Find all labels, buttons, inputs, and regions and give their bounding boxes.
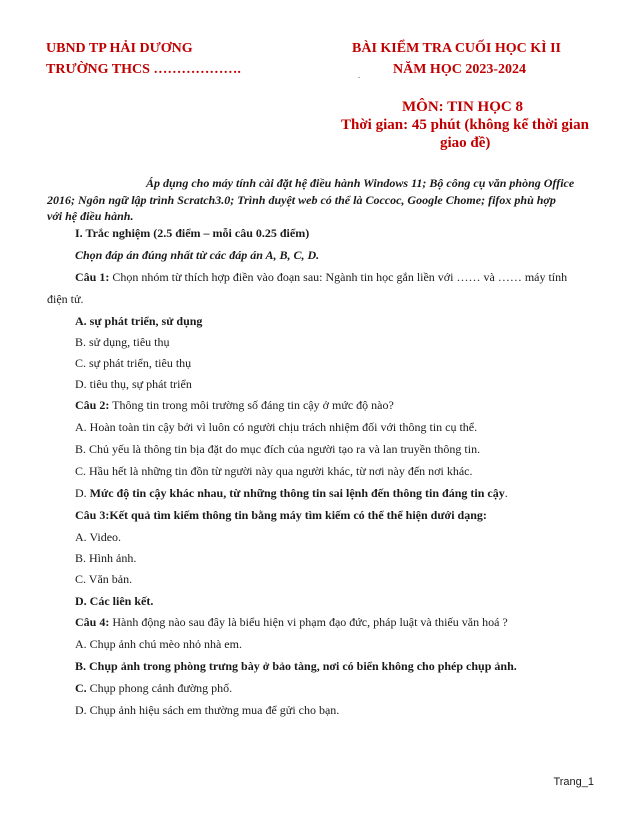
- question-2: [75, 398, 394, 413]
- q3-option-b: B. Hình ảnh.: [75, 551, 137, 565]
- option-letter: D.: [75, 486, 87, 500]
- intro-line3: với hệ điều hành.: [47, 209, 134, 223]
- q3-option-d: D. Các liên kết.: [75, 594, 154, 608]
- section-instruction: Chọn đáp án đúng nhất từ các đáp án A, B, C, D.: [75, 248, 320, 262]
- q2-option-c: C. Hầu hết là những tin đồn từ người này qua người khác, từ nơi này đến nơi khác.: [75, 464, 473, 478]
- q1-option-c: C. sự phát triển, tiêu thụ: [75, 356, 192, 370]
- question-label: Câu 3:: [75, 508, 110, 522]
- header-subject: MÔN: TIN HỌC 8: [402, 99, 523, 115]
- intro-line1: Áp dụng cho máy tính cài đặt hệ điều hành Windows 11; Bộ công cụ văn phòng Office: [146, 176, 575, 190]
- q4-option-c: [75, 681, 232, 696]
- question-label: Câu 2:: [75, 398, 110, 412]
- q2-option-a: A. Hoàn toàn tin cậy bởi vì luôn có người chịu trách nhiệm đối với thông tin cụ thể.: [75, 420, 478, 434]
- q3-option-a: A. Video.: [75, 530, 122, 544]
- question-label: Câu 1:: [75, 270, 110, 284]
- intro-line2: 2016; Ngôn ngữ lập trình Scratch3.0; Trình duyệt web có thể là Coccoc, Google Chome; fifox phù hợp: [47, 193, 556, 207]
- question-text: Kết quả tìm kiếm thông tin bằng máy tìm kiếm có thể thể hiện dưới dạng:: [109, 508, 487, 522]
- question-text: Thông tin trong môi trường số đáng tin cậy ở mức độ nào?: [112, 398, 394, 412]
- option-letter: C.: [75, 681, 87, 695]
- header-exam-title: BÀI KIỂM TRA CUỐI HỌC KÌ II: [352, 41, 562, 56]
- q1-option-d: D. tiêu thụ, sự phát triển: [75, 377, 192, 391]
- stray-dot: .: [358, 71, 360, 80]
- q4-option-b: B. Chụp ảnh trong phòng trưng bày ở bảo tàng, nơi có biển không cho phép chụp ảnh.: [75, 659, 517, 673]
- question-1-cont: điện tử.: [47, 292, 84, 306]
- question-text: Chọn nhóm từ thích hợp điền vào đoạn sau: Ngành tin học gắn liền với …… và …… máy tính: [112, 270, 568, 284]
- q3-option-c: C. Văn bản.: [75, 572, 133, 586]
- header-time-line2: giao đề): [440, 135, 491, 151]
- header-school: TRƯỜNG THCS ……………….: [46, 62, 241, 77]
- header-time-line1: Thời gian: 45 phút (không kể thời gian: [341, 117, 589, 133]
- question-1: [75, 270, 567, 285]
- question-label: Câu 4:: [75, 615, 110, 629]
- q1-option-b: B. sử dụng, tiêu thụ: [75, 335, 170, 349]
- question-4: [75, 615, 508, 630]
- q2-option-b: B. Chủ yếu là thông tin bịa đặt do mục đích của người tạo ra và lan truyền thông tin.: [75, 442, 481, 456]
- option-text: Chụp phong cảnh đường phố.: [89, 681, 233, 695]
- question-text: Hành động nào sau đây là biểu hiện vi phạm đạo đức, pháp luật và thiếu văn hoá ?: [112, 615, 508, 629]
- option-period: .: [504, 486, 508, 500]
- section-title: I. Trắc nghiệm (2.5 điểm – mỗi câu 0.25 điểm): [75, 226, 310, 240]
- option-text: Mức độ tin cậy khác nhau, từ những thông tin sai lệnh đến thông tin đáng tin cậy: [89, 486, 505, 500]
- page-number: Trang_1: [553, 776, 594, 788]
- q4-option-d: D. Chụp ảnh hiệu sách em thường mua để gửi cho bạn.: [75, 703, 340, 717]
- question-3: [75, 508, 487, 523]
- header-district: UBND TP HẢI DƯƠNG: [46, 41, 193, 56]
- q1-option-a: A. sự phát triển, sử dụng: [75, 314, 203, 328]
- header-school-year: NĂM HỌC 2023-2024: [393, 62, 526, 77]
- q4-option-a: A. Chụp ảnh chú mèo nhỏ nhà em.: [75, 637, 242, 651]
- q2-option-d: [75, 486, 508, 501]
